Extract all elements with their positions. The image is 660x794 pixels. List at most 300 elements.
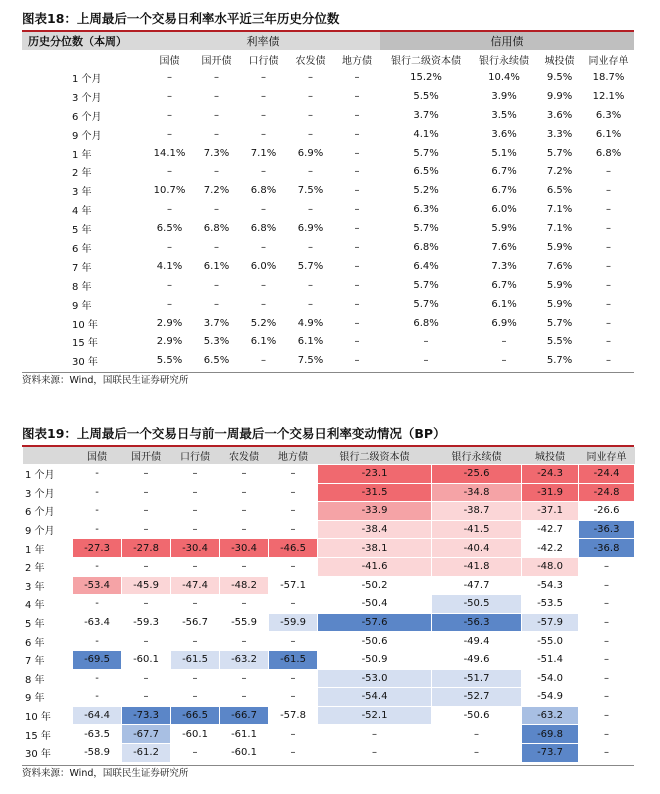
row-label: 3 个月 <box>23 483 73 502</box>
heat-cell: -52.7 <box>432 688 522 707</box>
heat-cell: – <box>432 743 522 762</box>
heat-cell: -64.4 <box>73 706 122 725</box>
heat-cell: -69.8 <box>522 725 579 744</box>
row-label: 8 年 <box>23 669 73 688</box>
table-row <box>23 576 635 595</box>
value-cell: – <box>261 355 266 367</box>
value-cell: – <box>354 355 360 367</box>
row-label: 10 年 <box>72 319 98 331</box>
heat-cell: -24.3 <box>522 465 579 484</box>
value-cell: – <box>308 71 313 83</box>
row-label: 5 年 <box>72 225 92 237</box>
value-cell: 5.7% <box>413 147 439 159</box>
row-label: 30 年 <box>72 357 98 369</box>
value-cell: 6.4% <box>413 260 439 272</box>
value-cell: 7.3% <box>203 147 230 159</box>
row-label: 6 个月 <box>72 111 102 123</box>
heat-cell: – <box>579 669 635 688</box>
heat-cell: -57.1 <box>269 576 318 595</box>
heat-cell: – <box>318 743 432 762</box>
column-header: 农发债 <box>295 55 326 67</box>
row-label: 7 年 <box>23 650 73 669</box>
value-cell: – <box>261 128 266 140</box>
heat-cell: -42.2 <box>522 539 579 558</box>
heat-cell: -50.6 <box>318 632 432 651</box>
value-cell: 4.9% <box>297 317 324 329</box>
value-cell: 6.7% <box>491 166 517 178</box>
heat-cell: -24.8 <box>579 483 635 502</box>
heat-cell: – <box>579 688 635 707</box>
value-cell: – <box>354 185 360 197</box>
table-row <box>23 483 635 502</box>
row-label: 1 个月 <box>23 465 73 484</box>
heat-cell: – <box>171 520 220 539</box>
value-cell: 6.5% <box>413 166 439 178</box>
heat-cell: -52.1 <box>318 706 432 725</box>
heat-cell: – <box>220 669 269 688</box>
value-cell: – <box>354 90 360 102</box>
value-cell: 7.3% <box>491 260 517 272</box>
heat-cell: -31.9 <box>522 483 579 502</box>
heat-cell: – <box>579 557 635 576</box>
heat-cell: -50.4 <box>318 595 432 614</box>
heat-cell: -47.4 <box>171 576 220 595</box>
heat-cell: – <box>171 688 220 707</box>
heat-cell: – <box>220 557 269 576</box>
heat-cell: -63.2 <box>522 706 579 725</box>
row-label: 6 年 <box>23 632 73 651</box>
heat-cell: -61.2 <box>122 743 171 762</box>
heat-cell: -53.0 <box>318 669 432 688</box>
column-header: 国开债 <box>201 55 232 67</box>
value-cell: – <box>354 109 360 121</box>
heat-cell: – <box>269 595 318 614</box>
value-cell: – <box>167 109 172 121</box>
value-cell: 7.5% <box>297 355 324 367</box>
value-cell: 7.1% <box>546 223 573 235</box>
percentile-panel <box>22 10 634 388</box>
value-cell: – <box>308 241 313 253</box>
value-cell: – <box>308 279 313 291</box>
value-cell: – <box>354 241 360 253</box>
value-cell: – <box>354 279 360 291</box>
heat-cell: – <box>220 688 269 707</box>
percentile-table-title: 图表18：上周最后一个交易日利率水平近三年历史分位数 <box>22 10 634 32</box>
value-cell: – <box>354 147 360 159</box>
heat-cell: – <box>220 483 269 502</box>
heat-cell: -26.6 <box>579 502 635 521</box>
table-row <box>23 465 635 484</box>
heat-cell: - <box>73 483 122 502</box>
heat-cell: - <box>73 502 122 521</box>
value-cell: 3.9% <box>491 90 517 102</box>
value-cell: – <box>308 109 313 121</box>
value-cell: 9.5% <box>546 71 573 83</box>
heat-cell: -50.5 <box>432 595 522 614</box>
table-row <box>23 688 635 707</box>
value-cell: – <box>606 336 612 348</box>
value-cell: 5.7% <box>413 223 439 235</box>
table-row <box>22 181 634 200</box>
row-label: 4 年 <box>72 206 92 218</box>
heat-cell: -38.1 <box>318 539 432 558</box>
table-row <box>23 520 635 539</box>
value-cell: – <box>606 355 612 367</box>
row-label: 3 个月 <box>72 92 102 104</box>
value-cell: – <box>167 128 172 140</box>
value-cell: 3.6% <box>491 128 517 140</box>
value-cell: – <box>606 298 612 310</box>
heat-cell: -67.7 <box>122 725 171 744</box>
heat-cell: -41.8 <box>432 557 522 576</box>
heat-cell: – <box>122 595 171 614</box>
value-cell: 6.8% <box>413 317 439 329</box>
heat-cell: -57.9 <box>522 613 579 632</box>
heat-cell: -48.0 <box>522 557 579 576</box>
row-label: 3 年 <box>23 576 73 595</box>
heat-cell: -31.5 <box>318 483 432 502</box>
value-cell: 7.6% <box>491 241 517 253</box>
value-cell: 6.7% <box>491 185 517 197</box>
heat-cell: - <box>73 595 122 614</box>
value-cell: 2.9% <box>156 336 183 348</box>
row-label: 3 年 <box>72 187 92 199</box>
row-label: 6 个月 <box>23 502 73 521</box>
heat-cell: – <box>122 483 171 502</box>
value-cell: – <box>606 204 612 216</box>
value-cell: 6.3% <box>595 109 622 121</box>
heat-cell: -60.1 <box>122 650 171 669</box>
heat-cell: – <box>122 632 171 651</box>
value-cell: – <box>167 90 172 102</box>
heat-cell: – <box>269 688 318 707</box>
heat-cell: -60.1 <box>171 725 220 744</box>
value-cell: – <box>354 298 360 310</box>
heat-cell: – <box>432 725 522 744</box>
value-cell: 6.8% <box>203 223 230 235</box>
value-cell: – <box>354 128 360 140</box>
heat-cell: -51.7 <box>432 669 522 688</box>
heat-cell: – <box>122 557 171 576</box>
heat-cell: – <box>269 725 318 744</box>
column-header: 口行债 <box>171 447 220 465</box>
row-label: 4 年 <box>23 595 73 614</box>
row-label: 15 年 <box>23 725 73 744</box>
value-cell: – <box>261 279 266 291</box>
value-cell: – <box>308 90 313 102</box>
value-cell: 5.5% <box>546 336 573 348</box>
value-cell: – <box>606 185 612 197</box>
heat-cell: – <box>269 743 318 762</box>
value-cell: 6.0% <box>250 260 277 272</box>
column-header: 地方债 <box>342 55 373 67</box>
value-cell: 6.1% <box>297 336 324 348</box>
heat-cell: – <box>269 483 318 502</box>
heat-cell: -58.9 <box>73 743 122 762</box>
value-cell: – <box>501 336 507 348</box>
percentile-table <box>22 32 634 370</box>
row-label: 9 年 <box>23 688 73 707</box>
heat-cell: -45.9 <box>122 576 171 595</box>
heat-cell: – <box>220 595 269 614</box>
value-cell: – <box>606 317 612 329</box>
heat-cell: -63.4 <box>73 613 122 632</box>
heat-cell: -41.5 <box>432 520 522 539</box>
value-cell: 6.5% <box>546 185 573 197</box>
column-header: 银行永续债 <box>479 55 530 67</box>
value-cell: – <box>214 166 219 178</box>
value-cell: – <box>354 71 360 83</box>
heat-cell: -51.4 <box>522 650 579 669</box>
value-cell: 4.1% <box>156 260 183 272</box>
heat-cell: -59.3 <box>122 613 171 632</box>
heat-cell: -61.1 <box>220 725 269 744</box>
heat-cell: – <box>122 502 171 521</box>
heat-cell: – <box>171 632 220 651</box>
column-header: 同业存单 <box>579 447 635 465</box>
group-credit-bonds: 信用债 <box>380 32 634 50</box>
value-cell: – <box>354 317 360 329</box>
heat-cell: – <box>318 725 432 744</box>
value-cell: 6.1% <box>250 336 277 348</box>
value-cell: 6.1% <box>203 260 230 272</box>
change-corner-cell <box>23 447 73 465</box>
value-cell: – <box>423 355 429 367</box>
value-cell: – <box>354 204 360 216</box>
heat-cell: -50.9 <box>318 650 432 669</box>
change-table <box>22 447 635 763</box>
table-row <box>23 743 635 762</box>
heat-cell: -53.4 <box>73 576 122 595</box>
value-cell: 6.8% <box>250 223 277 235</box>
change-panel <box>22 425 634 781</box>
heat-cell: – <box>269 520 318 539</box>
heat-cell: -30.4 <box>171 539 220 558</box>
heat-cell: – <box>220 520 269 539</box>
heat-cell: – <box>220 502 269 521</box>
value-cell: – <box>261 166 266 178</box>
column-header: 国债 <box>159 55 180 67</box>
heat-cell: -37.1 <box>522 502 579 521</box>
value-cell: 5.9% <box>546 279 573 291</box>
table-row <box>23 595 635 614</box>
heat-cell: – <box>269 632 318 651</box>
heat-cell: -38.4 <box>318 520 432 539</box>
heat-cell: -56.3 <box>432 613 522 632</box>
column-header: 口行债 <box>248 55 279 67</box>
value-cell: 6.5% <box>203 355 230 367</box>
table-row <box>22 68 634 87</box>
value-cell: – <box>261 71 266 83</box>
column-header: 国债 <box>73 447 122 465</box>
value-cell: 5.3% <box>203 336 230 348</box>
value-cell: – <box>308 128 313 140</box>
percentile-source: 资料来源：Wind，国联民生证券研究所 <box>22 372 634 388</box>
heat-cell: - <box>73 688 122 707</box>
column-header: 银行永续债 <box>432 447 522 465</box>
value-cell: 5.7% <box>546 355 573 367</box>
heat-cell: -49.6 <box>432 650 522 669</box>
heat-cell: -27.8 <box>122 539 171 558</box>
heat-cell: – <box>579 743 635 762</box>
value-cell: 6.9% <box>297 147 324 159</box>
value-cell: 15.2% <box>410 71 442 83</box>
change-table-title: 图表19：上周最后一个交易日与前一周最后一个交易日利率变动情况（BP） <box>22 425 634 447</box>
table-row <box>23 557 635 576</box>
table-row <box>22 106 634 125</box>
value-cell: 2.9% <box>156 317 183 329</box>
row-label: 15 年 <box>72 338 98 350</box>
value-cell: – <box>261 109 266 121</box>
value-cell: 14.1% <box>153 147 186 159</box>
table-row <box>22 314 634 333</box>
value-cell: – <box>354 166 360 178</box>
heat-cell: -55.9 <box>220 613 269 632</box>
table-row <box>22 351 634 370</box>
value-cell: 6.1% <box>491 298 517 310</box>
value-cell: – <box>214 71 219 83</box>
row-label: 2 年 <box>72 168 92 180</box>
table-row <box>22 200 634 219</box>
value-cell: – <box>606 260 612 272</box>
value-cell: – <box>214 90 219 102</box>
heat-cell: -30.4 <box>220 539 269 558</box>
row-label: 7 年 <box>72 262 92 274</box>
column-header: 城投债 <box>544 55 575 67</box>
value-cell: – <box>308 166 313 178</box>
heat-cell: – <box>171 483 220 502</box>
heat-cell: -47.7 <box>432 576 522 595</box>
heat-cell: -73.3 <box>122 706 171 725</box>
heat-cell: -55.0 <box>522 632 579 651</box>
table-row <box>22 257 634 276</box>
heat-cell: - <box>73 632 122 651</box>
value-cell: 5.7% <box>546 147 573 159</box>
row-label: 5 年 <box>23 613 73 632</box>
value-cell: 6.8% <box>595 147 622 159</box>
value-cell: – <box>167 166 172 178</box>
table-row <box>23 632 635 651</box>
value-cell: – <box>606 279 612 291</box>
value-cell: 6.9% <box>491 317 517 329</box>
value-cell: 3.7% <box>413 109 439 121</box>
value-cell: – <box>261 90 266 102</box>
heat-cell: – <box>122 669 171 688</box>
value-cell: – <box>606 241 612 253</box>
heat-cell: -25.6 <box>432 465 522 484</box>
value-cell: – <box>261 241 266 253</box>
value-cell: – <box>354 260 360 272</box>
table-row <box>22 276 634 295</box>
value-cell: – <box>308 298 313 310</box>
heat-cell: -50.6 <box>432 706 522 725</box>
heat-cell: - <box>73 669 122 688</box>
value-cell: – <box>354 336 360 348</box>
value-cell: – <box>214 204 219 216</box>
heat-cell: – <box>220 465 269 484</box>
heat-cell: – <box>171 669 220 688</box>
row-label: 1 年 <box>23 539 73 558</box>
heat-cell: -63.2 <box>220 650 269 669</box>
value-cell: – <box>423 336 429 348</box>
value-cell: – <box>167 241 172 253</box>
row-label: 30 年 <box>23 743 73 762</box>
value-cell: 7.6% <box>546 260 573 272</box>
column-header: 国开债 <box>122 447 171 465</box>
table-row <box>22 295 634 314</box>
column-header: 城投债 <box>522 447 579 465</box>
heat-cell: -66.7 <box>220 706 269 725</box>
value-cell: – <box>214 241 219 253</box>
column-header: 银行二级资本债 <box>391 55 462 67</box>
heat-cell: -60.1 <box>220 743 269 762</box>
change-source: 资料来源：Wind，国联民生证券研究所 <box>22 765 634 781</box>
heat-cell: – <box>579 725 635 744</box>
heat-cell: -61.5 <box>171 650 220 669</box>
heat-cell: – <box>269 557 318 576</box>
column-header: 地方债 <box>269 447 318 465</box>
table-row <box>23 669 635 688</box>
heat-cell: -57.6 <box>318 613 432 632</box>
value-cell: 5.7% <box>297 260 324 272</box>
value-cell: 5.9% <box>546 298 573 310</box>
heat-cell: -54.4 <box>318 688 432 707</box>
value-cell: – <box>308 204 313 216</box>
heat-cell: -63.5 <box>73 725 122 744</box>
heat-cell: -27.3 <box>73 539 122 558</box>
heat-cell: - <box>73 520 122 539</box>
value-cell: 5.9% <box>546 241 573 253</box>
row-label: 6 年 <box>72 243 92 255</box>
table-row <box>23 613 635 632</box>
value-cell: 7.2% <box>203 185 230 197</box>
value-cell: – <box>606 166 612 178</box>
table-row <box>22 238 634 257</box>
value-cell: 6.1% <box>595 128 622 140</box>
heat-cell: – <box>122 688 171 707</box>
heat-cell: – <box>122 520 171 539</box>
heat-cell: – <box>269 465 318 484</box>
table-row <box>22 87 634 106</box>
value-cell: 3.6% <box>546 109 573 121</box>
heat-cell: – <box>579 650 635 669</box>
row-label: 8 年 <box>72 281 92 293</box>
value-cell: 6.0% <box>491 204 517 216</box>
value-cell: 7.2% <box>546 166 573 178</box>
value-cell: – <box>214 128 219 140</box>
value-cell: 5.7% <box>413 279 439 291</box>
heat-cell: -34.8 <box>432 483 522 502</box>
table-row <box>22 125 634 144</box>
heat-cell: – <box>579 613 635 632</box>
heat-cell: – <box>579 595 635 614</box>
value-cell: 4.1% <box>413 128 439 140</box>
table-row <box>23 539 635 558</box>
heat-cell: – <box>579 706 635 725</box>
group-rate-bonds: 利率债 <box>146 32 380 50</box>
row-label: 9 年 <box>72 300 92 312</box>
row-label: 1 年 <box>72 149 92 161</box>
heat-cell: -46.5 <box>269 539 318 558</box>
heat-cell: – <box>171 465 220 484</box>
value-cell: – <box>501 355 507 367</box>
heat-cell: -23.1 <box>318 465 432 484</box>
value-cell: – <box>606 223 612 235</box>
value-cell: 7.1% <box>250 147 277 159</box>
value-cell: 5.1% <box>491 147 517 159</box>
table-row <box>23 650 635 669</box>
value-cell: 6.8% <box>250 185 277 197</box>
